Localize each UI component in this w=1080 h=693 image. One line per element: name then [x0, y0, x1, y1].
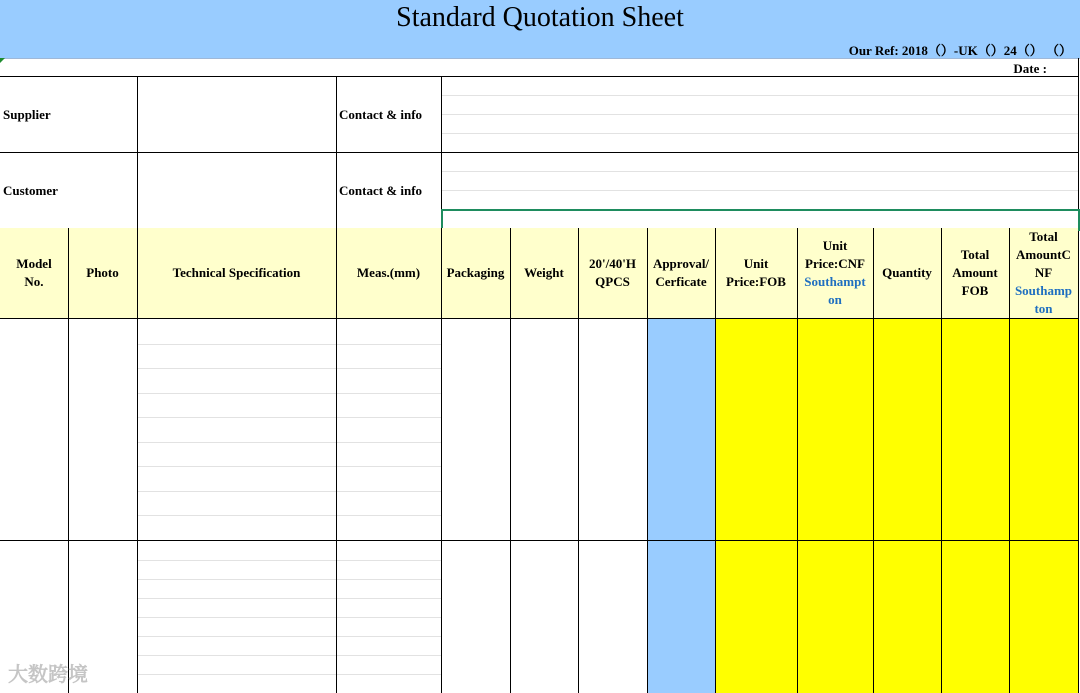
- header-packaging: [441, 228, 510, 318]
- approval-column-fill: [647, 319, 715, 693]
- sub-row-line: [138, 466, 441, 467]
- header-approval-certificate: [647, 228, 715, 318]
- header-unit-price-fob: [715, 228, 797, 318]
- grid-line: [336, 76, 337, 228]
- header-city-text: Southampt: [804, 274, 866, 289]
- grid-line: [68, 228, 69, 693]
- header-text: Quantity: [882, 265, 932, 280]
- header-text: No.: [24, 274, 44, 289]
- grid-line: [137, 76, 138, 228]
- header-text: Weight: [524, 265, 564, 280]
- header-text: Total: [1029, 229, 1058, 244]
- grid-line: [336, 228, 337, 693]
- header-text: Meas.(mm): [356, 265, 421, 280]
- header-meas: [336, 228, 441, 318]
- header-weight: [510, 228, 578, 318]
- sub-row-line: [138, 344, 441, 345]
- customer-label: Customer: [3, 183, 58, 198]
- header-technical-specification: [137, 228, 336, 318]
- sub-row-line: [138, 674, 441, 675]
- header-text: Packaging: [446, 265, 505, 280]
- supplier-contact-label: Contact & info: [339, 107, 423, 122]
- sub-row-line: [138, 368, 441, 369]
- header-text: Technical Specification: [172, 265, 301, 280]
- sub-row-line: [138, 598, 441, 599]
- sub-row-line: [138, 655, 441, 656]
- grid-line: [441, 228, 442, 693]
- supplier-label: Supplier: [3, 107, 51, 122]
- header-unit-price-cnf: [797, 228, 873, 318]
- sub-row-line: [138, 417, 441, 418]
- grid-line: [137, 228, 138, 693]
- header-total-amount-fob: [941, 228, 1009, 318]
- header-total-amount-cnf: [1009, 228, 1078, 318]
- header-text: Unit: [822, 238, 848, 253]
- date-label: Date :: [1013, 61, 1047, 76]
- title-band: [0, 0, 1080, 59]
- header-text: NF: [1034, 265, 1053, 280]
- header-city-text: on: [828, 292, 842, 307]
- sub-row-line: [138, 393, 441, 394]
- sub-row-line: [138, 491, 441, 492]
- header-quantity: [873, 228, 941, 318]
- grid-line: [578, 228, 579, 693]
- grid-line: [0, 76, 1078, 77]
- header-text: Cerficate: [655, 274, 707, 289]
- customer-contact-label: Contact & info: [339, 183, 423, 198]
- our-ref: Our Ref: 2018（）-UK（）24（） （）: [848, 43, 1072, 58]
- header-text: Price:CNF: [805, 256, 865, 271]
- price-columns-fill: [715, 319, 1078, 693]
- grid-line: [441, 76, 442, 228]
- header-text: FOB: [961, 283, 989, 298]
- sub-row-line: [138, 442, 441, 443]
- sheet-title: Standard Quotation Sheet: [396, 2, 684, 33]
- sub-row-line: [138, 560, 441, 561]
- grid-line: [510, 228, 511, 693]
- grid-line: [873, 228, 874, 693]
- grid-line: [0, 318, 1078, 319]
- cell-marker-icon: [0, 58, 5, 63]
- grid-line: [0, 540, 1078, 541]
- grid-line: [1078, 58, 1079, 693]
- grid-line: [1009, 228, 1010, 693]
- header-photo: [68, 228, 137, 318]
- header-text: Approval/: [652, 256, 710, 271]
- header-model-no: [0, 228, 68, 318]
- grid-line: [0, 152, 1078, 153]
- header-text: Amount: [952, 265, 998, 280]
- sub-row-line: [138, 636, 441, 637]
- header-text: Photo: [86, 265, 119, 280]
- header-text: 20'/40'H: [589, 256, 636, 271]
- grid-line: [647, 228, 648, 693]
- header-text: Total: [960, 247, 990, 262]
- header-city-text: ton: [1034, 301, 1053, 316]
- watermark-logo: 大数跨境: [8, 662, 88, 686]
- grid-line: [941, 228, 942, 693]
- grid-line: [715, 228, 716, 693]
- header-text: AmountC: [1016, 247, 1071, 262]
- sub-row-line: [138, 515, 441, 516]
- header-text: Price:FOB: [726, 274, 786, 289]
- sub-row-line: [138, 617, 441, 618]
- sub-row-line: [138, 579, 441, 580]
- header-text: QPCS: [595, 274, 630, 289]
- grid-line: [797, 228, 798, 693]
- header-city-text: Southamp: [1014, 283, 1073, 298]
- header-text: Model: [16, 256, 52, 271]
- header-text: Unit: [743, 256, 769, 271]
- header-container-qpcs: [578, 228, 647, 318]
